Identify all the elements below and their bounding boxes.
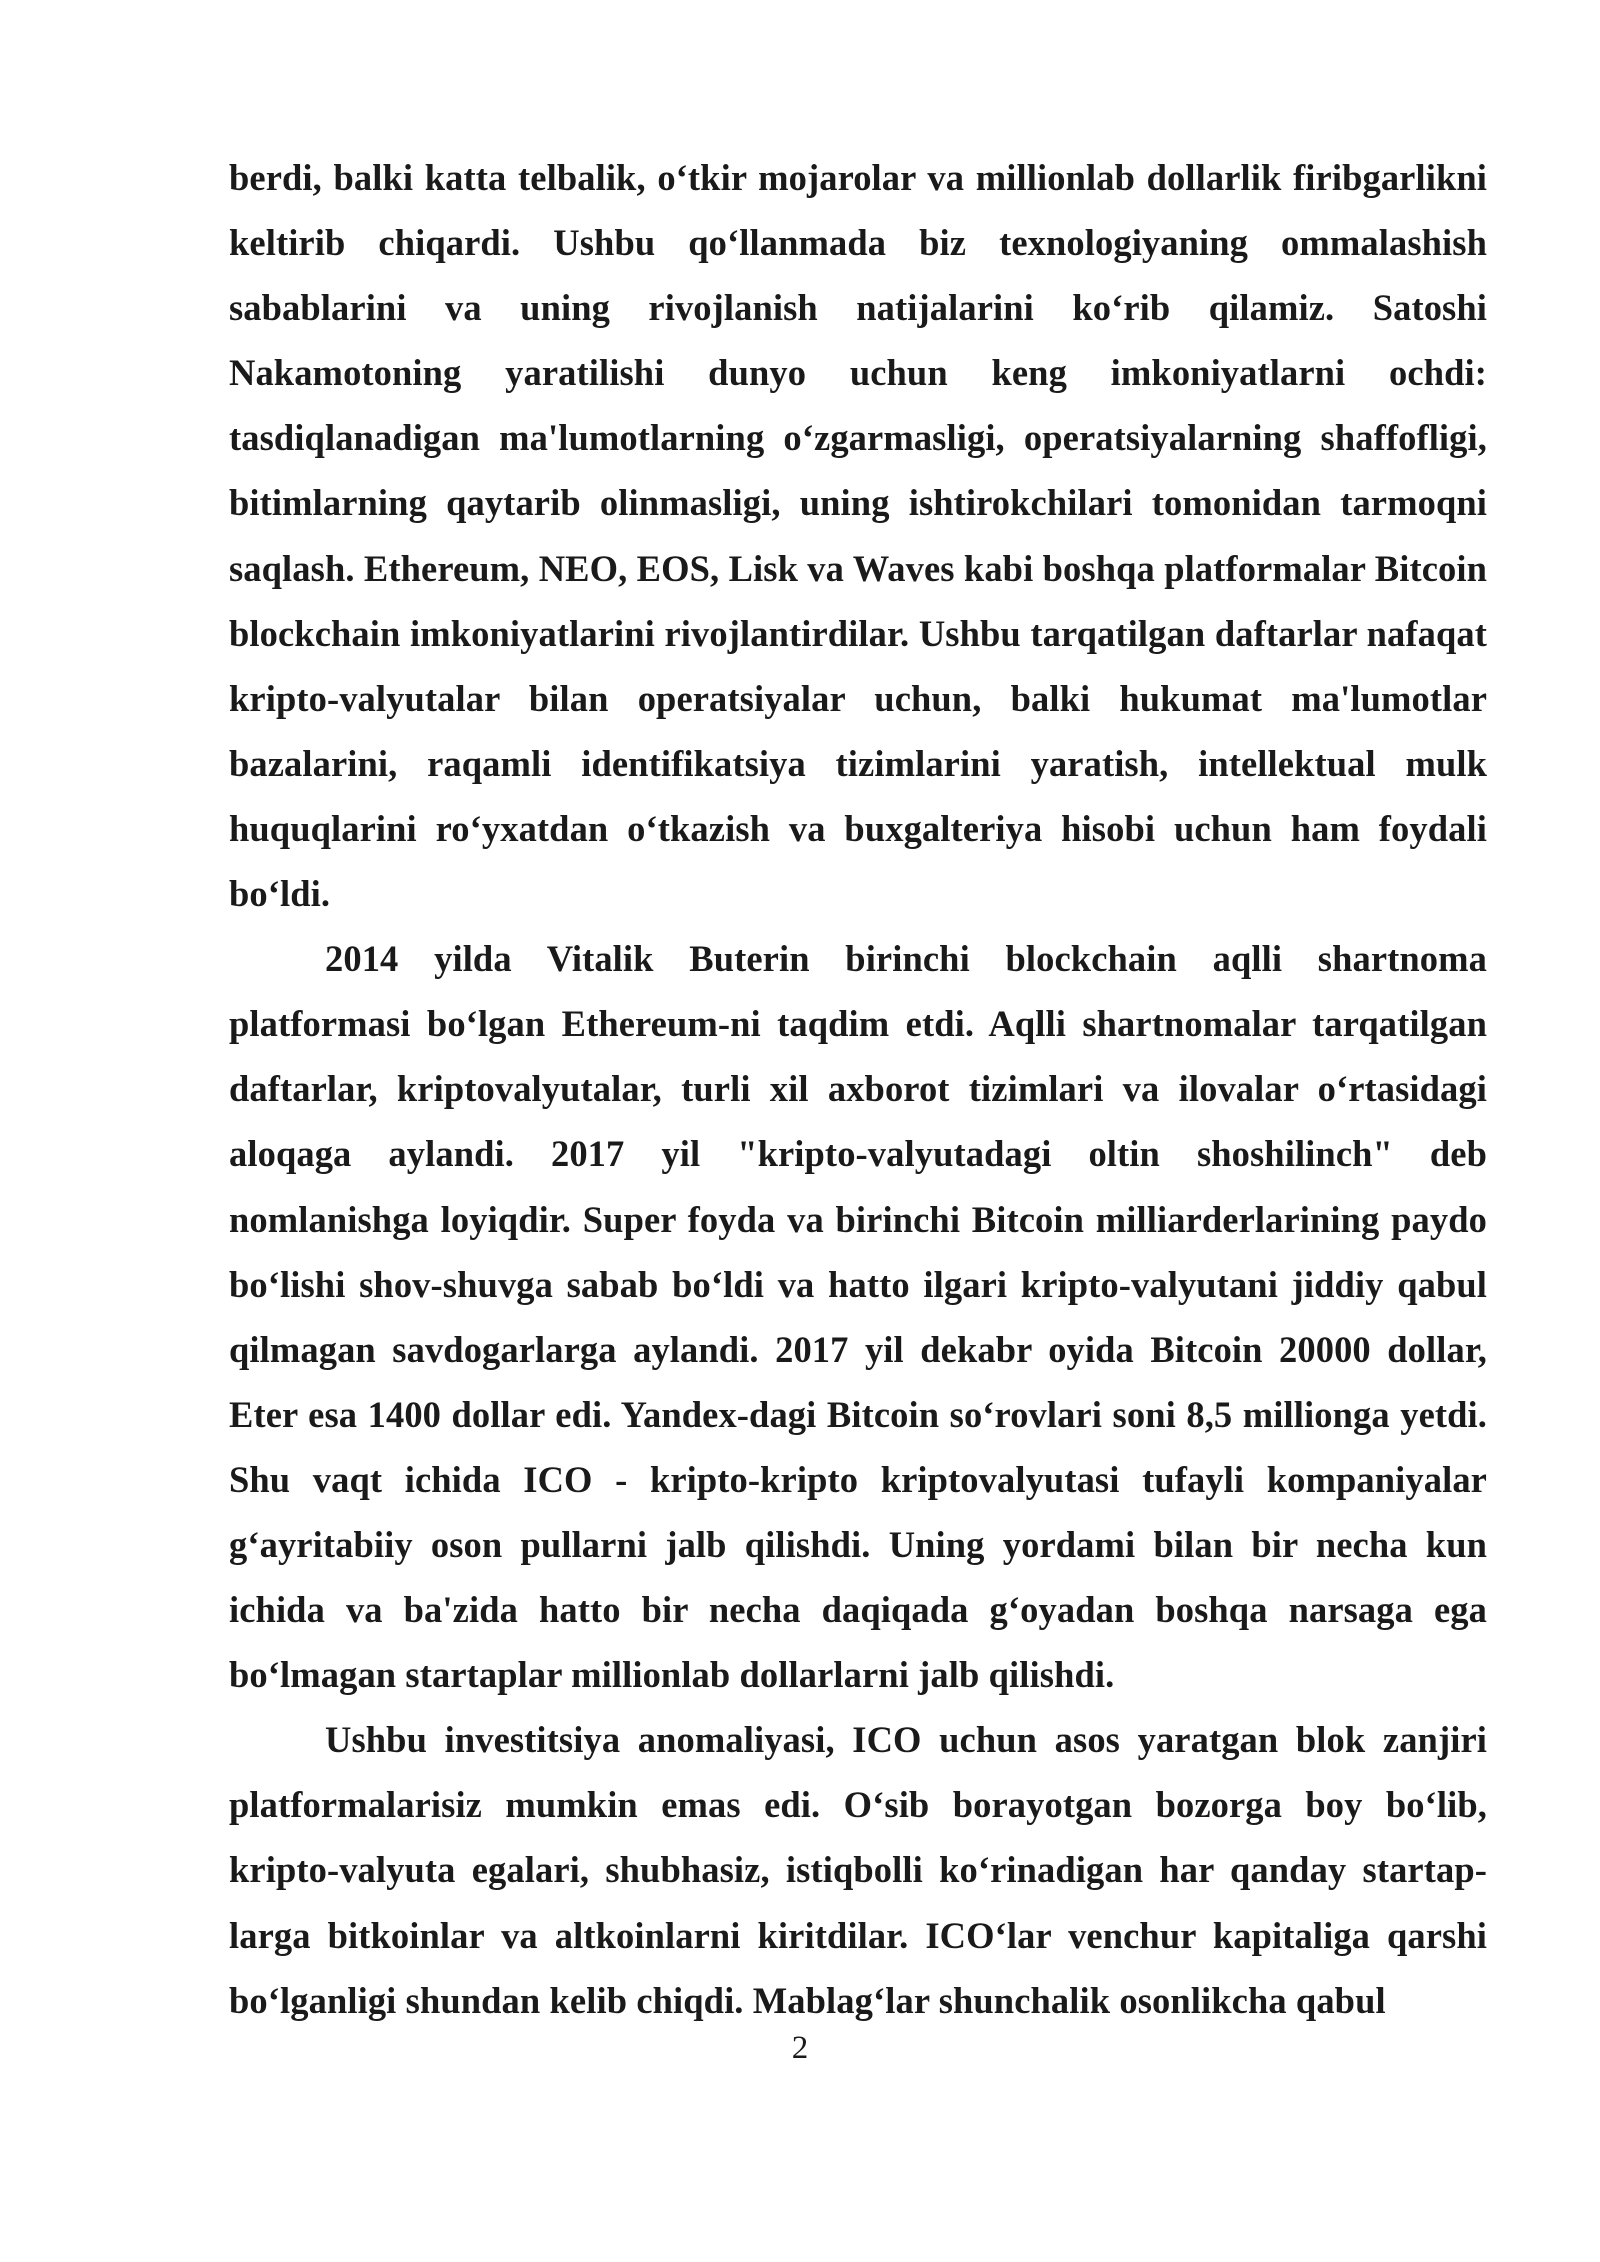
page-number: 2 <box>791 2030 809 2066</box>
body-text <box>229 145 1487 2033</box>
paragraph-2: 2014 yilda Vitalik Buterin birinchi blockchain aqlli shartnoma platformasi bo‘lgan Ethereum-ni taqdim etdi. Aqlli shartnomalar tarqatilgan daftarlar, kriptovalyutalar, turli xil axborot tizimlari va ilovalar o‘rtasidagi aloqaga aylandi. 2017 yil "kripto-valyutadagi oltin shoshilinch" deb nomlanishga loyiqdir. Super foyda va birinchi Bitcoin milliarderlarining paydo bo‘lishi shov-shuvga sabab bo‘ldi va hatto ilgari kripto-valyutani jiddiy qabul qilmagan savdogarlarga aylandi. 2017 yil dekabr oyida Bitcoin 20000 dollar, Eter esa 1400 dollar edi. Yandex-dagi Bitcoin so‘rovlari soni 8,5 millionga yetdi. Shu vaqt ichida ICO - kripto-kripto kriptovalyutasi tufayli kompaniyalar g‘ayritabiiy oson pullarni jalb qilishdi. Uning yordami bilan bir necha kun ichida va ba'zida hatto bir necha daqiqada g‘oyadan boshqa narsaga ega bo‘lmagan startaplar millionlab dollarlarni jalb qilishdi. <box>229 938 1487 1696</box>
paragraph-3: Ushbu investitsiya anomaliyasi, ICO uchun asos yaratgan blok zanjiri platformalarisiz mumkin emas edi. O‘sib borayotgan bozorga boy bo‘lib, kripto-valyuta egalari, shubhasiz, istiqbolli ko‘rinadigan har qanday startap-larga bitkoinlar va altkoinlarni kiritdilar. ICO‘lar venchur kapitaliga qarshi bo‘lganligi shundan kelib chiqdi. Mablag‘lar shunchalik osonlikcha qabul <box>229 1719 1487 2021</box>
paragraph-1: berdi, balki katta telbalik, o‘tkir mojarolar va millionlab dollarlik firibgarlikni keltirib chiqardi. Ushbu qo‘llanmada biz texnologiyaning ommalashish sabablarini va uning rivojlanish natijalarini ko‘rib qilamiz. Satoshi Nakamotoning yaratilishi dunyo uchun keng imkoniyatlarni ochdi: tasdiqlanadigan ma'lumotlarning o‘zgarmasligi, operatsiyalarning shaffofligi, bitimlarning qaytarib olinmasligi, uning ishtirokchilari tomonidan tarmoqni saqlash. Ethereum, NEO, EOS, Lisk va Waves kabi boshqa platformalar Bitcoin blockchain imkoniyatlarini rivojlantirdilar. Ushbu tarqatilgan daftarlar nafaqat kripto-valyutalar bilan operatsiyalar uchun, balki hukumat ma'lumotlar bazalarini, raqamli identifikatsiya tizimlarini yaratish, intellektual mulk huquqlarini ro‘yxatdan o‘tkazish va buxgalteriya hisobi uchun ham foydali bo‘ldi. <box>229 157 1487 915</box>
